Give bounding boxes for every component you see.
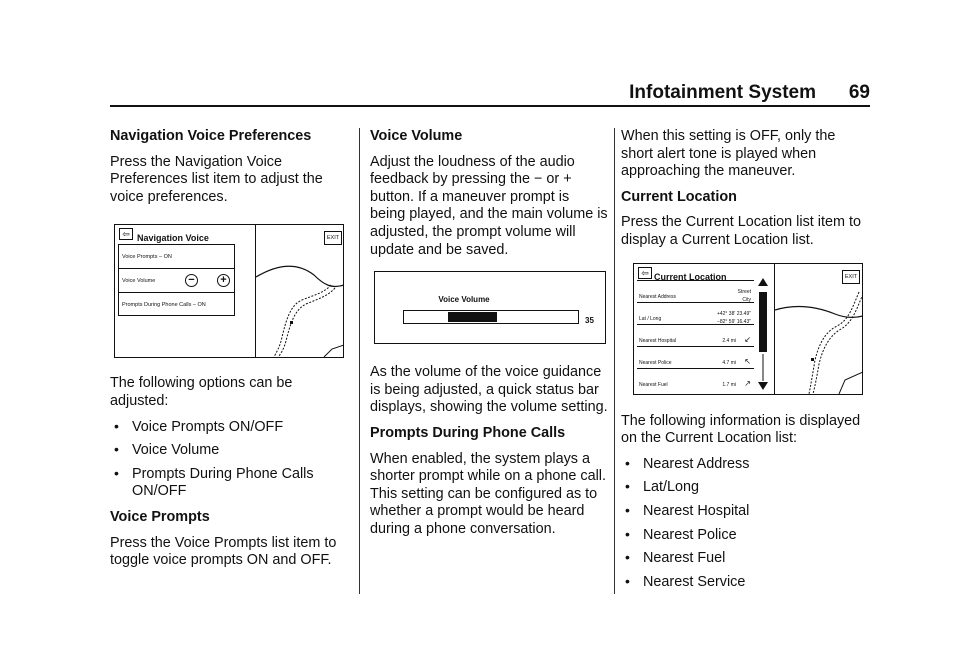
section-title: Infotainment System	[629, 82, 816, 103]
list-item: • Voice Volume	[110, 442, 348, 460]
scrollbar	[757, 278, 769, 390]
map-view	[775, 264, 863, 394]
options-list	[110, 419, 348, 501]
list-item-label: Nearest Police	[639, 359, 672, 366]
page-header	[110, 82, 870, 106]
list-item-value: −82° 59' 16.43"	[716, 318, 751, 325]
volume-value: 35	[585, 316, 594, 326]
plus-icon: +	[217, 274, 230, 287]
page-number: 69	[848, 82, 870, 103]
preferences-list	[118, 244, 235, 316]
scroll-up-icon	[758, 278, 768, 286]
direction-arrow-icon: ↙	[744, 334, 751, 344]
map-road	[839, 372, 863, 394]
minus-icon: −	[185, 274, 198, 287]
header-rule	[110, 105, 870, 107]
list-item-value: 2.4 mi	[722, 337, 736, 344]
list-item: • Nearest Fuel	[621, 550, 871, 568]
list-item-label: Voice Volume	[122, 278, 156, 285]
back-arrow-icon: ⇦	[638, 267, 652, 279]
screen-title: Navigation Voice	[137, 233, 209, 244]
paragraph: As the volume of the voice guidance is being adjusted, a quick status bar displays, showing the volume setting.	[370, 364, 608, 416]
list-item: • Lat/Long	[621, 479, 871, 497]
screen-title: Current Location	[654, 271, 727, 282]
list-item-label: Nearest Address	[639, 293, 676, 300]
information-list	[621, 456, 871, 592]
heading-navigation-voice-preferences: Navigation Voice Preferences	[110, 128, 312, 144]
map-view	[256, 225, 344, 357]
list-item: • Voice Prompts ON/OFF	[110, 419, 348, 437]
column-divider	[359, 128, 360, 594]
list-item: • Prompts During Phone Calls ON/OFF	[110, 466, 348, 501]
list-item: • Nearest Address	[621, 456, 871, 474]
voice-volume-status-bar	[374, 271, 606, 344]
list-item: Prompts During Phone Calls – ON	[122, 302, 206, 309]
paragraph: When this setting is OFF, only the short alert tone is played when approaching the maneuver.	[621, 128, 836, 180]
direction-arrow-icon: ↖	[744, 356, 751, 366]
vehicle-marker	[290, 321, 293, 324]
location-list	[637, 280, 754, 392]
list-item: • Nearest Hospital	[621, 503, 871, 521]
list-item: • Nearest Police	[621, 527, 871, 545]
heading-current-location: Current Location	[621, 188, 737, 205]
list-item-value: +42° 38' 23.49"	[716, 310, 751, 317]
list-item: Voice Prompts – ON	[119, 245, 234, 269]
volume-bar	[403, 310, 579, 324]
exit-icon: EXIT	[324, 231, 342, 245]
paragraph: Press the Voice Prompts list item to toggle voice prompts ON and OFF.	[110, 534, 337, 569]
list-item-label: Nearest Hospital	[639, 337, 676, 344]
list-item	[119, 269, 234, 293]
column-1	[110, 128, 348, 578]
list-item	[637, 346, 754, 368]
vehicle-marker	[811, 358, 814, 361]
list-item-label: Nearest Fuel	[639, 381, 668, 388]
list-item-value: Street	[737, 288, 751, 295]
paragraph: When enabled, the system plays a shorter prompt while on a phone call. This setting can be configured as to whether a prompt would be heard during a phone conversation.	[370, 450, 606, 537]
map-route	[274, 285, 331, 357]
heading-prompts-during-phone-calls: Prompts During Phone Calls	[370, 424, 566, 441]
volume-bar-fill	[448, 312, 497, 322]
column-divider	[614, 128, 615, 594]
paragraph: Adjust the loudness of the audio feedback by pressing the − or + button. If a maneuver prompt is being played, and the main volume is adjusted, the prompt volume will update and be saved.	[370, 153, 608, 258]
list-item	[637, 368, 754, 390]
column-2	[370, 128, 608, 547]
direction-arrow-icon: ↗	[744, 378, 751, 388]
list-item	[637, 280, 754, 302]
volume-label: Voice Volume	[438, 295, 490, 305]
list-item	[637, 324, 754, 346]
heading-voice-volume: Voice Volume	[370, 128, 463, 144]
list-item-value: 1.7 mi	[722, 381, 736, 388]
paragraph: Press the Navigation Voice Preferences list item to adjust the voice preferences.	[110, 153, 323, 205]
paragraph: The following options can be adjusted:	[110, 375, 293, 409]
current-location-screen	[633, 263, 863, 395]
list-item-label: Lat / Long	[639, 315, 662, 322]
back-arrow-icon: ⇦	[119, 228, 133, 240]
paragraph: Press the Current Location list item to display a Current Location list.	[621, 214, 861, 248]
heading-voice-prompts: Voice Prompts	[110, 508, 210, 525]
exit-icon: EXIT	[842, 270, 860, 284]
list-item: • Nearest Service	[621, 574, 871, 592]
paragraph: The following information is displayed on the Current Location list:	[621, 412, 861, 447]
list-item-value: 4.7 mi	[722, 359, 736, 366]
map-road	[256, 266, 344, 286]
list-item-value: City	[742, 296, 751, 303]
scroll-thumb	[759, 292, 767, 352]
column-3	[621, 128, 871, 599]
scroll-down-icon	[758, 382, 768, 390]
navigation-voice-screen	[114, 224, 344, 358]
list-item	[637, 302, 754, 324]
map-road	[324, 345, 344, 357]
